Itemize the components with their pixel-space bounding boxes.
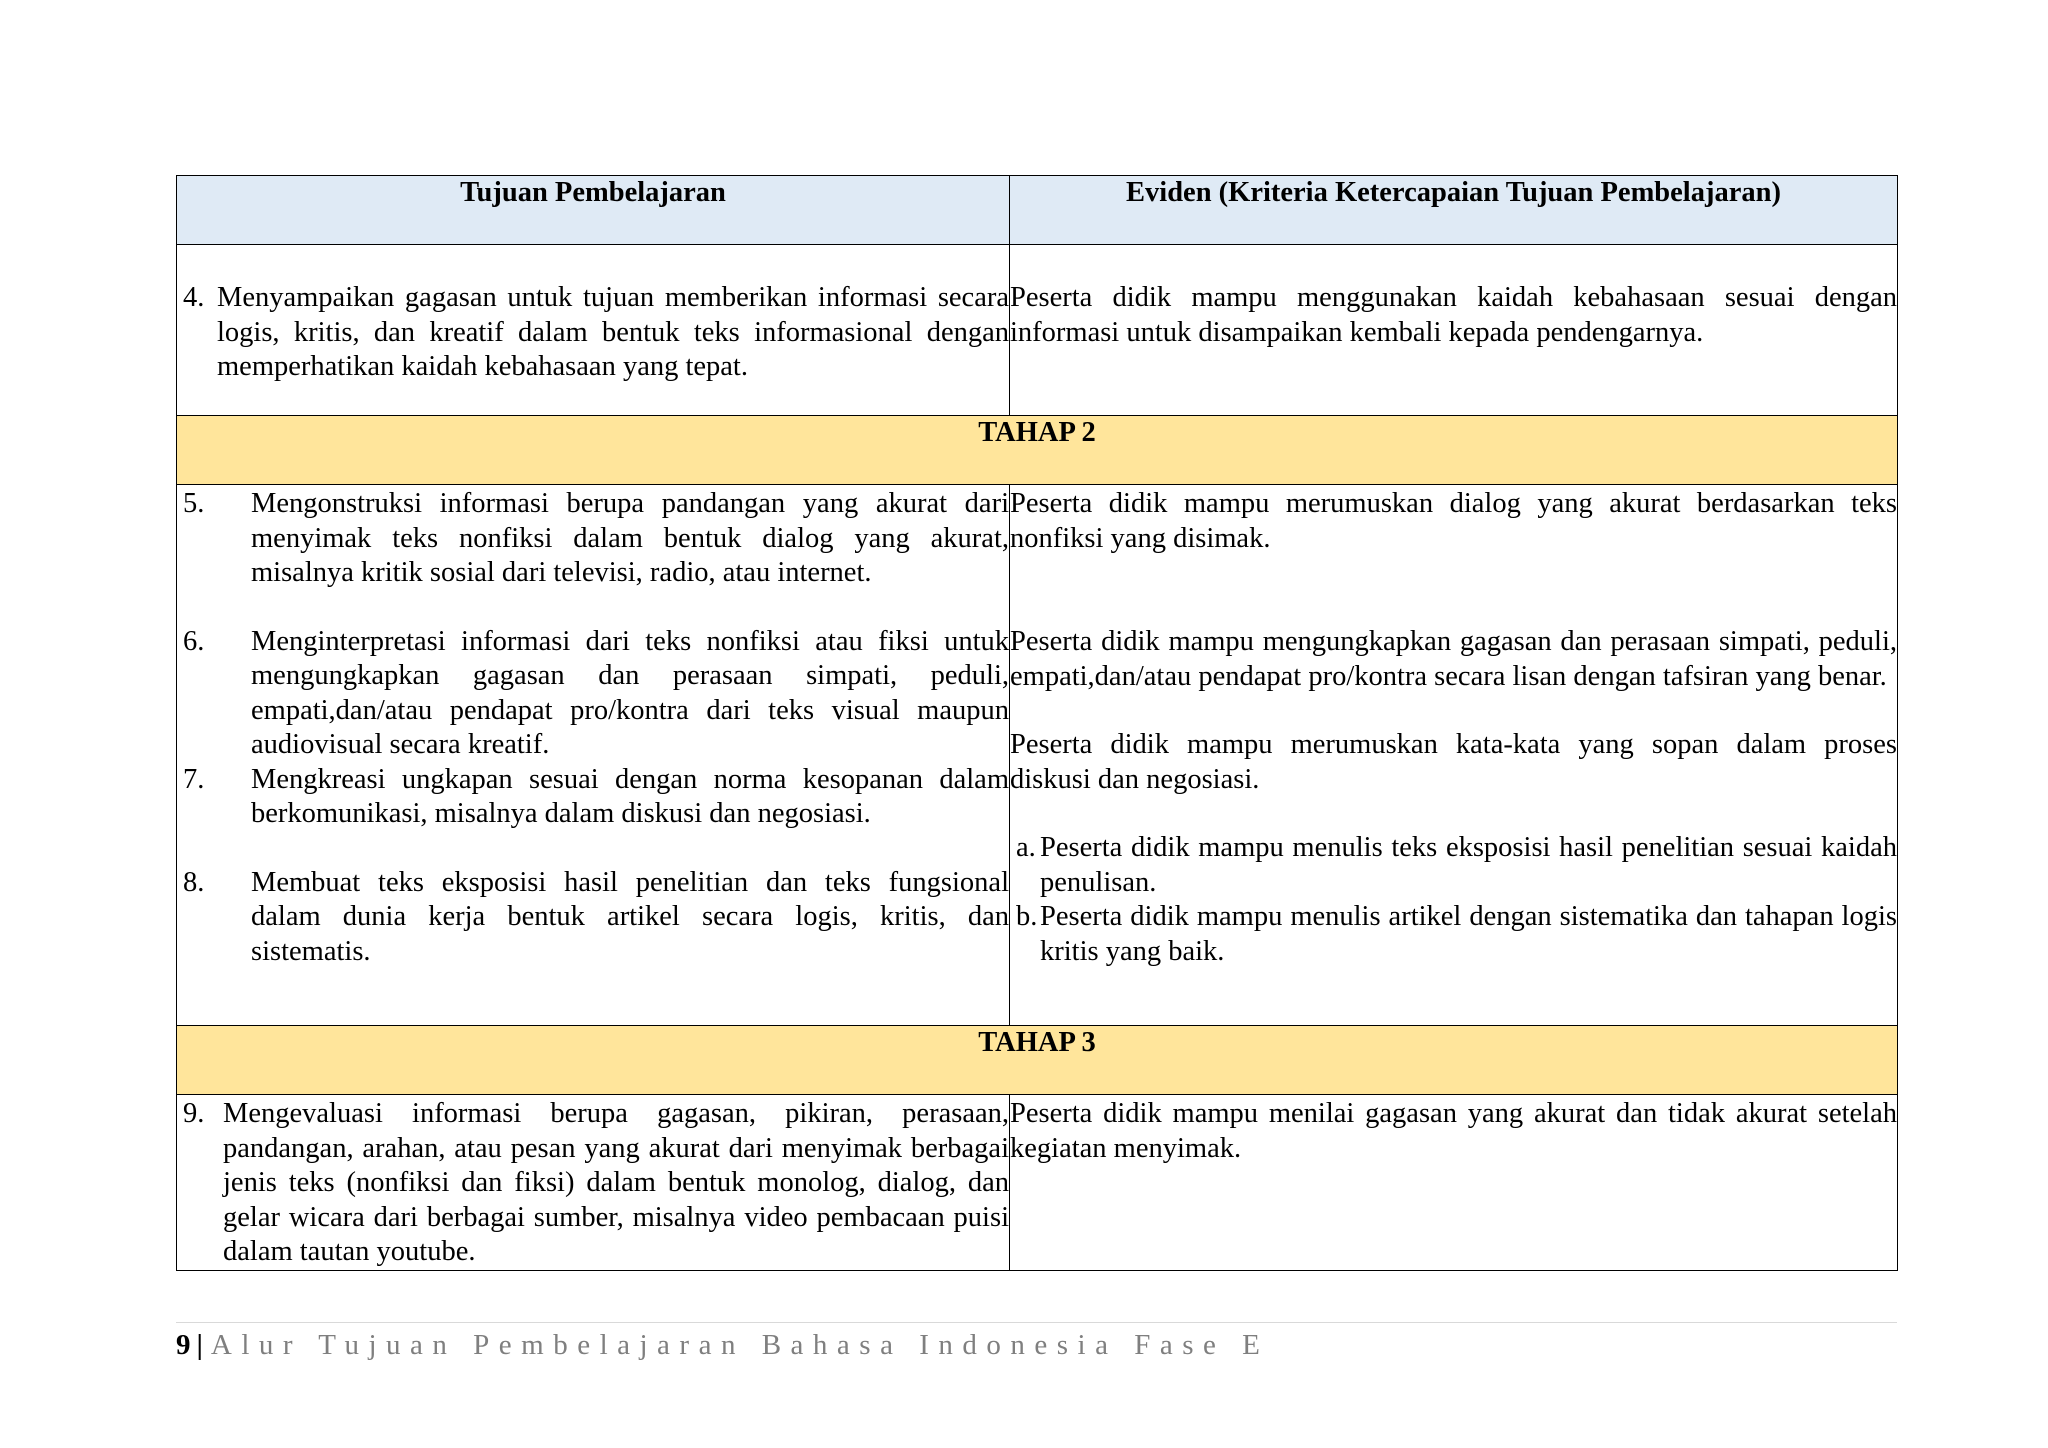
- row4-eviden-cell: [1010, 245, 1898, 416]
- header-tujuan: Tujuan Pembelajaran: [177, 176, 1010, 245]
- item-number: 6.: [183, 625, 205, 657]
- page-footer: [176, 1322, 1897, 1362]
- eviden-text: Peserta didik mampu merumuskan dialog yang akurat berdasarkan teks nonfiksi yang disimak.: [1010, 488, 1897, 554]
- footer-title: Alur Tujuan Pembelajaran Bahasa Indonesia Fase E: [210, 1329, 1270, 1361]
- item-text: Mengevaluasi informasi berupa gagasan, pikiran, perasaan, pandangan, arahan, atau pesan yang akurat dari menyimak berbagai jenis teks (nonfiksi dan fiksi) dalam bentuk monolog, dialog, dan gelar wicara dari berbagai sumber, misalnya video pembacaan puisi dalam tautan youtube.: [223, 1098, 1009, 1267]
- item-number: 7.: [183, 763, 205, 795]
- stage2-eviden-cell: [1010, 485, 1898, 1026]
- table-row: [177, 485, 1898, 1026]
- item-number: 5.: [183, 488, 205, 519]
- list-item: [177, 281, 1009, 385]
- eviden-text: Peserta didik mampu merumuskan kata-kata yang sopan dalam proses diskusi dan negosiasi.: [1010, 729, 1897, 795]
- eviden-text: Peserta didik mampu menulis teks eksposisi hasil penelitian sesuai kaidah penulisan.: [1040, 832, 1897, 898]
- item-text: Membuat teks eksposisi hasil penelitian dan teks fungsional dalam dunia kerja bentuk artikel secara logis, kritis, dan sistematis.: [251, 866, 1009, 967]
- eviden-sub-item: [1010, 831, 1897, 900]
- item-text: Mengkreasi ungkapan sesuai dengan norma kesopanan dalam berkomunikasi, misalnya dalam diskusi dan negosiasi.: [251, 763, 1009, 829]
- list-item: [177, 866, 1009, 970]
- header-eviden: Eviden (Kriteria Ketercapaian Tujuan Pembelajaran): [1010, 176, 1898, 245]
- stage-row: [177, 416, 1898, 485]
- eviden-text: Peserta didik mampu mengungkapkan gagasan dan perasaan simpati, peduli, empati,dan/atau pendapat pro/kontra secara lisan dengan tafsiran yang benar.: [1010, 626, 1897, 692]
- stage-row: [177, 1026, 1898, 1095]
- learning-objectives-table: [176, 175, 1898, 1271]
- eviden-sub-item: [1010, 900, 1897, 969]
- item-number: 4.: [183, 282, 205, 313]
- eviden-text: Peserta didik mampu menilai gagasan yang akurat dan tidak akurat setelah kegiatan menyimak.: [1010, 1098, 1897, 1164]
- eviden-text: Peserta didik mampu menggunakan kaidah kebahasaan sesuai dengan informasi untuk disampaikan kembali kepada pendengarnya.: [1010, 282, 1897, 348]
- stage-2-label: TAHAP 2: [177, 416, 1898, 485]
- sub-label: b.: [1016, 901, 1038, 932]
- table-row: [177, 245, 1898, 416]
- item-text: Menginterpretasi informasi dari teks nonfiksi atau fiksi untuk mengungkapkan gagasan dan perasaan simpati, peduli, empati,dan/atau pendapat pro/kontra dari teks visual maupun audiovisual secara kreatif.: [251, 625, 1009, 760]
- item-number: 9.: [183, 1098, 205, 1129]
- footer-separator: |: [196, 1329, 203, 1361]
- list-item: [177, 487, 1009, 591]
- row9-tujuan-cell: [177, 1095, 1010, 1271]
- table-row: [177, 1095, 1898, 1271]
- stage2-tujuan-cell: [177, 485, 1010, 1026]
- list-item: [177, 763, 1009, 832]
- item-text: Menyampaikan gagasan untuk tujuan memberikan informasi secara logis, kritis, dan kreatif dalam bentuk teks informasional dengan memperhatikan kaidah kebahasaan yang tepat.: [217, 282, 1009, 382]
- table-header-row: [177, 176, 1898, 245]
- list-item: [177, 1097, 1009, 1270]
- sub-label: a.: [1016, 832, 1036, 863]
- list-item: [177, 625, 1009, 763]
- stage-3-label: TAHAP 3: [177, 1026, 1898, 1095]
- item-number: 8.: [183, 866, 205, 898]
- item-text: Mengonstruksi informasi berupa pandangan yang akurat dari menyimak teks nonfiksi dalam bentuk dialog yang akurat, misalnya kritik sosial dari televisi, radio, atau internet.: [251, 488, 1009, 588]
- eviden-text: Peserta didik mampu menulis artikel dengan sistematika dan tahapan logis kritis yang baik.: [1040, 901, 1897, 967]
- row9-eviden-cell: [1010, 1095, 1898, 1271]
- page-number: 9: [176, 1329, 191, 1361]
- row4-tujuan-cell: [177, 245, 1010, 416]
